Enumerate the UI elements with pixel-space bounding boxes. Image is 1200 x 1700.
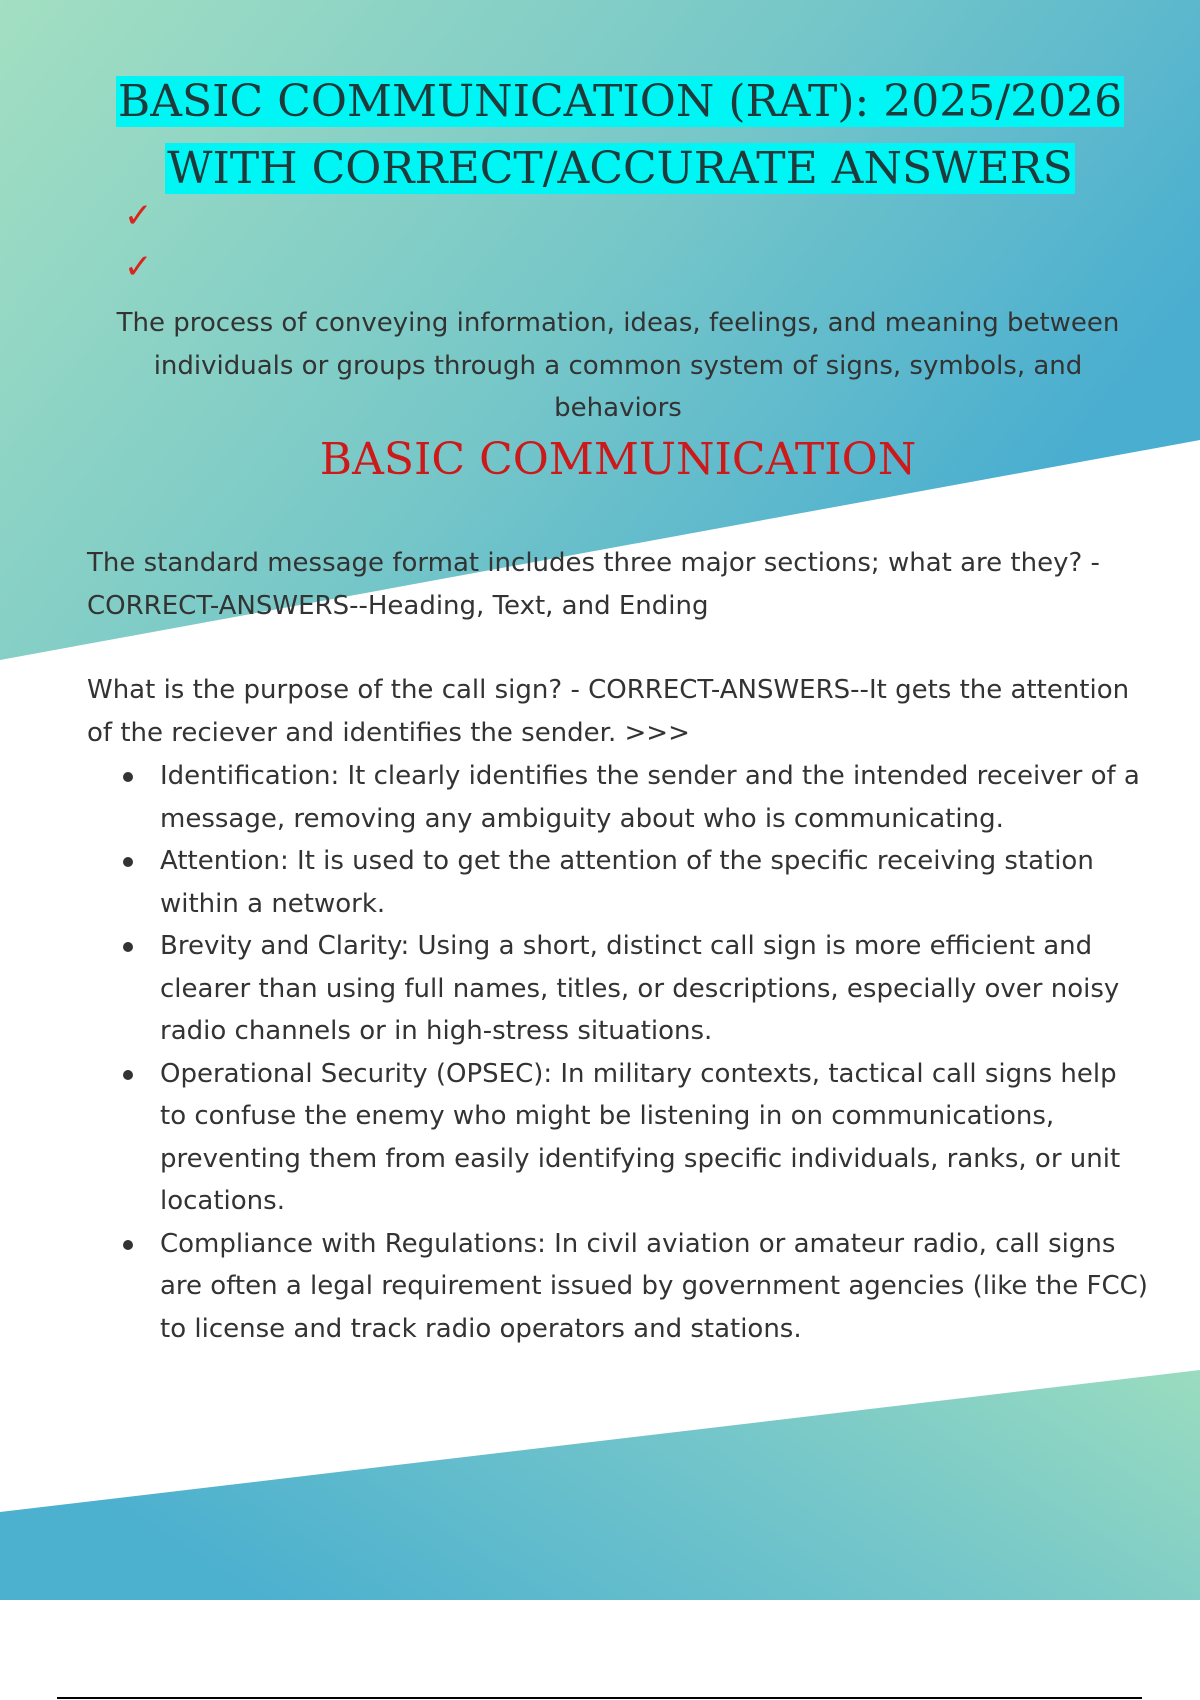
list-item bbox=[160, 925, 1150, 1053]
bullet-icon bbox=[123, 942, 133, 952]
list-item-text: Attention: It is used to get the attention of the specific receiving station within a network. bbox=[160, 846, 1094, 919]
list-item-text: Compliance with Regulations: In civil aviation or amateur radio, call signs are often a legal requirement issued by government agencies (like the FCC) to license and track radio operators and stations. bbox=[160, 1228, 1148, 1344]
list-item-text: Identification: It clearly identifies the sender and the intended receiver of a message, removing any ambiguity about who is communicating. bbox=[160, 761, 1140, 834]
document-title bbox=[0, 68, 1200, 202]
list-item-text: Operational Security (OPSEC): In military contexts, tactical call signs help to confuse the enemy who might be listening in on communications, preventing them from easily identifying specific individuals, ranks, or unit locations. bbox=[160, 1058, 1121, 1216]
footer-divider bbox=[57, 1697, 1142, 1699]
term-heading: BASIC COMMUNICATION bbox=[319, 434, 917, 485]
bullet-icon bbox=[123, 772, 133, 782]
bullet-icon bbox=[123, 1070, 133, 1080]
list-item bbox=[160, 755, 1150, 840]
question-answer-2: What is the purpose of the call sign? - CORRECT-ANSWERS--It gets the attention of the reciever and identifies the sender. >>> bbox=[87, 675, 1130, 748]
title-line-1: BASIC COMMUNICATION (RAT): 2025/2026 bbox=[117, 76, 1123, 127]
list-item bbox=[160, 1053, 1150, 1223]
list-item-text: Brevity and Clarity: Using a short, distinct call sign is more efficient and clearer than using full names, titles, or descriptions, especially over noisy radio channels or in high-stress situations. bbox=[160, 931, 1120, 1046]
definition-text: The process of conveying information, ideas, feelings, and meaning between individuals or groups through a common system of signs, symbols, and behaviors bbox=[116, 308, 1120, 423]
checkmark-icon: ✓ bbox=[124, 196, 153, 236]
title-line-2: WITH CORRECT/ACCURATE ANSWERS bbox=[167, 143, 1073, 194]
checkmark-icon: ✓ bbox=[124, 247, 153, 287]
bullet-icon bbox=[123, 1240, 133, 1250]
list-item bbox=[160, 1223, 1150, 1351]
bullet-icon bbox=[123, 857, 133, 867]
list-item bbox=[160, 840, 1150, 925]
call-sign-purpose-list bbox=[160, 755, 1150, 1350]
question-answer-1: The standard message format includes three major sections; what are they? - CORRECT-ANSWERS--Heading, Text, and Ending bbox=[87, 548, 1100, 621]
